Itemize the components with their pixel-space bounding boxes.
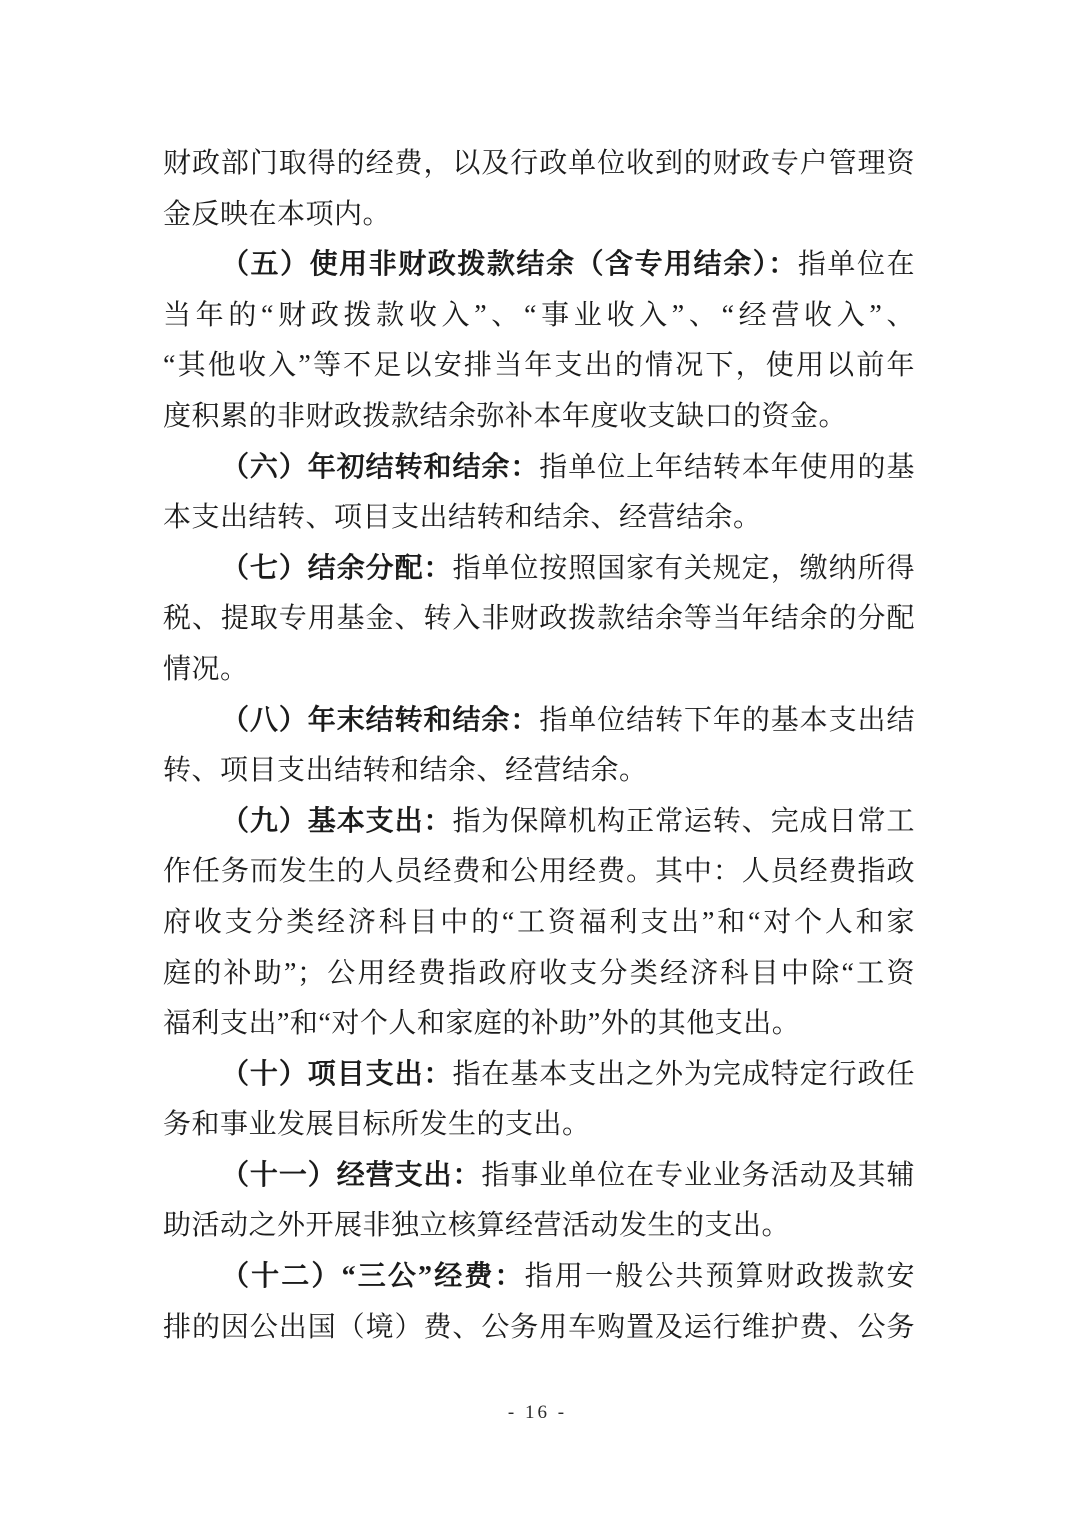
text-run: 情况。: [163, 653, 249, 685]
text-line: [163, 443, 915, 494]
text-line: [163, 696, 915, 747]
text-line: [163, 999, 915, 1050]
text-run: 转、项目支出结转和结余、经营结余。: [163, 755, 648, 787]
text-run: 排的因公出国（境）费、公务用车购置及运行维护费、公务: [163, 1311, 915, 1343]
text-line: [163, 898, 915, 949]
text-line: [163, 341, 915, 392]
text-line: [163, 847, 915, 898]
term-label-run: （九）基本支出：: [221, 805, 453, 837]
text-run: 本支出结转、项目支出结转和结余、经营结余。: [163, 502, 762, 534]
term-label-run: （十一）经营支出：: [221, 1159, 482, 1191]
text-run: 指单位上年结转本年使用的基: [539, 451, 915, 483]
text-run: 金反映在本项内。: [163, 198, 392, 230]
page-number: - 16 -: [507, 1402, 568, 1423]
text-line: [163, 291, 915, 342]
term-label-run: （八）年末结转和结余：: [221, 704, 540, 736]
text-run: 指在基本支出之外为完成特定行政任: [452, 1058, 915, 1090]
term-label-run: （七）结余分配：: [221, 552, 453, 584]
text-line: [163, 1100, 915, 1151]
page-footer: [0, 1402, 1075, 1424]
text-line: [163, 949, 915, 1000]
text-line: [163, 746, 915, 797]
text-run: 指单位结转下年的基本支出结: [539, 704, 915, 736]
term-label-run: （十）项目支出：: [221, 1058, 453, 1090]
text-run: 作任务而发生的人员经费和公用经费。其中：人员经费指政: [163, 856, 915, 888]
text-run: 府收支分类经济科目中的“工资福利支出”和“对个人和家: [163, 906, 915, 938]
text-run: 指用一般公共预算财政拨款安: [524, 1261, 915, 1293]
text-run: 庭的补助”；公用经费指政府收支分类经济科目中除“工资: [163, 957, 915, 989]
text-line: [163, 594, 915, 645]
text-run: 助活动之外开展非独立核算经营活动发生的支出。: [163, 1210, 791, 1242]
text-run: 度积累的非财政拨款结余弥补本年度收支缺口的资金。: [163, 400, 848, 432]
text-run: 务和事业发展目标所发生的支出。: [163, 1109, 591, 1141]
text-run: 税、提取专用基金、转入非财政拨款结余等当年结余的分配: [163, 603, 915, 635]
text-line: [163, 1151, 915, 1202]
text-line: [163, 139, 915, 190]
text-line: [163, 190, 915, 241]
term-label-run: （十二）“三公”经费：: [221, 1261, 525, 1293]
text-line: [163, 240, 915, 291]
text-line: [163, 392, 915, 443]
text-run: 指单位在: [797, 249, 915, 281]
text-line: [163, 1201, 915, 1252]
document-body: [163, 139, 915, 1353]
text-line: [163, 797, 915, 848]
text-line: [163, 1252, 915, 1303]
text-line: [163, 1050, 915, 1101]
text-line: [163, 645, 915, 696]
text-line: [163, 1303, 915, 1354]
text-run: 当年的“财政拨款收入”、“事业收入”、“经营收入”、: [163, 299, 915, 331]
text-run: 指单位按照国家有关规定，缴纳所得: [452, 552, 915, 584]
text-run: 福利支出”和“对个人和家庭的补助”外的其他支出。: [163, 1008, 801, 1040]
text-run: “其他收入”等不足以安排当年支出的情况下，使用以前年: [163, 350, 915, 382]
text-run: 财政部门取得的经费，以及行政单位收到的财政专户管理资: [163, 148, 915, 179]
term-label-run: （五）使用非财政拨款结余（含专用结余）：: [221, 249, 798, 281]
text-line: [163, 493, 915, 544]
term-label-run: （六）年初结转和结余：: [221, 451, 540, 483]
text-run: 指事业单位在专业业务活动及其辅: [481, 1159, 915, 1191]
text-line: [163, 544, 915, 595]
text-run: 指为保障机构正常运转、完成日常工: [452, 805, 915, 837]
